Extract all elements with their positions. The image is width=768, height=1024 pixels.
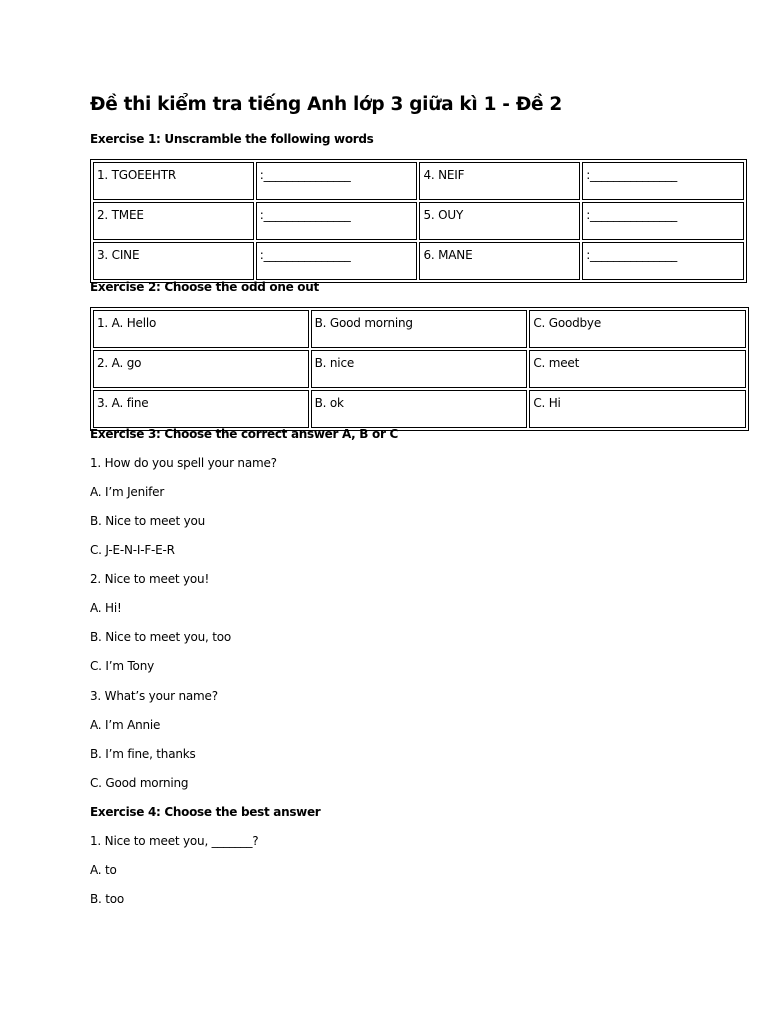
option-a: A. I’m Annie (90, 718, 161, 732)
option-b: B. I’m fine, thanks (90, 747, 196, 761)
table-cell: 1. TGOEEHTR (93, 162, 254, 200)
table-cell: B. nice (311, 350, 528, 388)
table-cell: 1. A. Hello (93, 310, 309, 348)
table-row (93, 162, 744, 200)
table-cell: C. Goodbye (529, 310, 746, 348)
table-cell: C. Hi (529, 390, 746, 428)
option-b: B. too (90, 892, 125, 906)
answer-blank: :_______________ (582, 242, 744, 280)
question-1: 1. How do you spell your name? (90, 456, 277, 470)
table-cell: C. meet (529, 350, 746, 388)
table-cell: 2. A. go (93, 350, 309, 388)
option-b: B. Nice to meet you, too (90, 630, 232, 644)
answer-blank: :_______________ (582, 202, 744, 240)
table-cell: B. Good morning (311, 310, 528, 348)
exercise-3-heading: Exercise 3: Choose the correct answer A, B or C (90, 427, 398, 441)
answer-blank: :_______________ (256, 202, 418, 240)
exercise-4-heading: Exercise 4: Choose the best answer (90, 805, 321, 819)
exercise-1-table (90, 159, 747, 283)
table-row (93, 202, 744, 240)
table-row (93, 390, 746, 428)
question-1: 1. Nice to meet you, _______? (90, 834, 259, 848)
option-c: C. Good morning (90, 776, 189, 790)
option-a: A. I’m Jenifer (90, 485, 165, 499)
question-2: 2. Nice to meet you! (90, 572, 210, 586)
table-row (93, 350, 746, 388)
table-row (93, 242, 744, 280)
option-c: C. I’m Tony (90, 659, 155, 673)
table-cell: 5. OUY (419, 202, 580, 240)
table-cell: 2. TMEE (93, 202, 254, 240)
document-title: Đề thi kiểm tra tiếng Anh lớp 3 giữa kì 1 - Đề 2 (90, 94, 562, 115)
answer-blank: :_______________ (256, 242, 418, 280)
exercise-2-heading: Exercise 2: Choose the odd one out (90, 280, 319, 294)
option-c: C. J-E-N-I-F-E-R (90, 543, 175, 557)
option-a: A. to (90, 863, 117, 877)
table-cell: 3. CINE (93, 242, 254, 280)
exercise-1-heading: Exercise 1: Unscramble the following words (90, 132, 374, 146)
answer-blank: :_______________ (582, 162, 744, 200)
table-cell: 3. A. fine (93, 390, 309, 428)
answer-blank: :_______________ (256, 162, 418, 200)
option-b: B. Nice to meet you (90, 514, 206, 528)
table-row (93, 310, 746, 348)
table-cell: 4. NEIF (419, 162, 580, 200)
table-cell: B. ok (311, 390, 528, 428)
exercise-2-table (90, 307, 749, 431)
table-cell: 6. MANE (419, 242, 580, 280)
option-a: A. Hi! (90, 601, 122, 615)
question-3: 3. What’s your name? (90, 689, 218, 703)
